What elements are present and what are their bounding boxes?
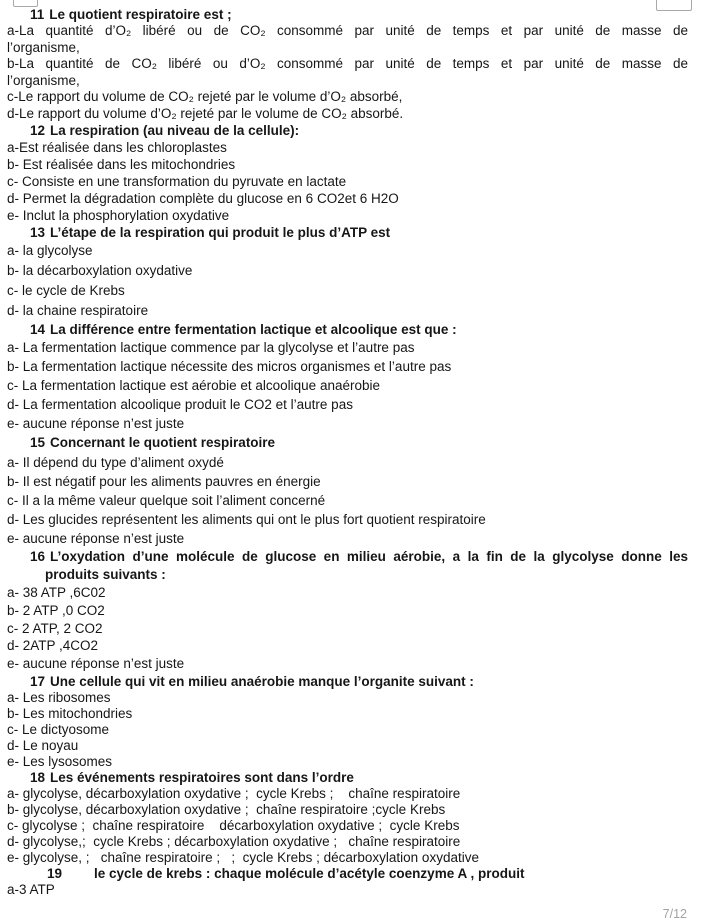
option-a: a- Les ribosomes (7, 689, 111, 705)
question-title-text: La différence entre fermentation lactique et alcoolique est que : (50, 322, 457, 337)
option-e: e- Les lysosomes (7, 753, 113, 769)
option-d: d-Le rapport du volume d’O₂ rejeté par le volume de CO₂ absorbé. (7, 105, 404, 121)
question-11-title (7, 6, 688, 23)
question-18-title (7, 770, 688, 786)
option-a: a- La fermentation lactique commence par la glycolyse et l’autre pas (7, 340, 415, 355)
question-16 (0, 548, 720, 673)
option-b-line2: l’organisme, (7, 72, 80, 88)
option-d: d- glycolyse,; cycle Krebs ; décarboxylation oxydative ; chaîne respiratoire (7, 833, 461, 849)
question-title-text: Une cellule qui vit en milieu anaérobie manque l’organite suivant : (50, 673, 474, 689)
question-14-title (7, 321, 688, 338)
question-number: 15 (30, 435, 46, 450)
option-a-line2: l’organisme, (7, 39, 80, 55)
option-c: c- Consiste en une transformation du pyruvate en lactate (7, 174, 347, 189)
question-12 (0, 122, 720, 224)
question-title-text: Le quotient respiratoire est ; (49, 7, 232, 22)
option-a: a- 38 ATP ,6C02 (7, 585, 106, 600)
viewer-edge-artifact-right (656, 0, 692, 11)
question-18 (0, 770, 720, 866)
option-a: a- glycolyse, décarboxylation oxydative ; cycle Krebs ; chaîne respiratoire (7, 785, 461, 801)
question-title-text: L’oxydation d’une molécule de glucose en milieu aérobie, a la fin de la glycolyse donne les (50, 549, 688, 564)
question-12-title (7, 122, 688, 139)
option-d: d- Le noyau (7, 737, 79, 753)
option-b: b- Il est négatif pour les aliments pauvres en énergie (7, 474, 321, 489)
option-a: a-Est réalisée dans les chloroplastes (7, 140, 227, 155)
option-b: b- Les mitochondries (7, 705, 133, 721)
option-e: e- aucune réponse n’est juste (7, 416, 185, 431)
option-b-line1: b-La quantité de CO₂ libéré ou d’O₂ consommé par unité de temps et par unité de masse de (7, 56, 688, 71)
option-d: d- 2ATP ,4CO2 (7, 638, 99, 654)
question-13-title (7, 224, 688, 241)
option-b: b- 2 ATP ,0 CO2 (7, 602, 105, 618)
question-17-title (7, 673, 688, 690)
option-b: b- la décarboxylation oxydative (7, 263, 193, 278)
option-e: e- glycolyse, ; chaîne respiratoire ; ; cycle Krebs ; décarboxylation oxydative (7, 849, 479, 865)
option-e: e- aucune réponse n’est juste (7, 531, 185, 546)
question-16-title-line2: produits suivants : (45, 567, 166, 582)
page-number-indicator: 7/12 (662, 907, 687, 921)
option-d: d- la chaine respiratoire (7, 303, 149, 318)
question-19-title (7, 866, 688, 882)
question-number: 18 (30, 769, 46, 785)
option-b: b- glycolyse, décarboxylation oxydative ; chaîne respiratoire ;cycle Krebs (7, 801, 446, 817)
option-c: c- glycolyse ; chaîne respiratoire décarboxylation oxydative ; cycle Krebs (7, 817, 460, 833)
question-number: 11 (30, 7, 45, 22)
question-13 (0, 224, 720, 321)
question-title-text: Les événements respiratoires sont dans l’ordre (50, 769, 354, 785)
question-number: 16 (30, 549, 46, 564)
question-19 (0, 866, 720, 897)
question-title-text: le cycle de krebs : chaque molécule d’acétyle coenzyme A , produit (94, 865, 525, 881)
option-d: d- La fermentation alcoolique produit le CO2 et l’autre pas (7, 397, 353, 412)
viewer-edge-artifact-left (13, 0, 38, 7)
question-15 (0, 433, 720, 548)
question-number: 12 (30, 123, 46, 138)
option-a: a- la glycolyse (7, 243, 93, 258)
option-b: b- La fermentation lactique nécessite des micros organismes et l’autre pas (7, 359, 452, 374)
question-title-text: Concernant le quotient respiratoire (50, 435, 276, 450)
option-c: c- 2 ATP, 2 CO2 (7, 620, 103, 636)
option-c: c- Il a la même valeur quelque soit l’aliment concerné (7, 493, 326, 508)
question-17 (0, 673, 720, 770)
option-c: c- La fermentation lactique est aérobie et alcoolique anaérobie (7, 378, 380, 393)
question-number: 17 (30, 673, 46, 689)
option-e: e- Inclut la phosphorylation oxydative (7, 208, 230, 223)
question-number: 14 (30, 322, 46, 337)
option-a-line1: a-La quantité d’O₂ libéré ou de CO₂ consommé par unité de temps et par unité de masse de (7, 23, 688, 38)
option-d: d- Permet la dégradation complète du glucose en 6 CO2et 6 H2O (7, 191, 399, 206)
option-c: c- le cycle de Krebs (7, 283, 125, 298)
question-11 (0, 6, 720, 122)
question-number: 19 (47, 865, 63, 881)
question-15-title (7, 433, 688, 453)
question-14 (0, 321, 720, 433)
option-a: a-3 ATP (7, 881, 55, 897)
question-title-text: L’étape de la respiration qui produit le plus d’ATP est (50, 225, 391, 240)
option-d: d- Les glucides représentent les aliments qui ont le plus fort quotient respiratoire (7, 512, 486, 527)
option-a: a- Il dépend du type d’aliment oxydé (7, 455, 224, 470)
option-c: c- Le dictyosome (7, 721, 110, 737)
question-16-title-line1 (7, 548, 688, 566)
option-e: e- aucune réponse n’est juste (7, 656, 185, 672)
question-number: 13 (30, 225, 46, 240)
option-b: b- Est réalisée dans les mitochondries (7, 157, 236, 172)
question-title-text: La respiration (au niveau de la cellule): (50, 123, 300, 138)
option-c: c-Le rapport du volume de CO₂ rejeté par le volume d’O₂ absorbé, (7, 89, 403, 104)
